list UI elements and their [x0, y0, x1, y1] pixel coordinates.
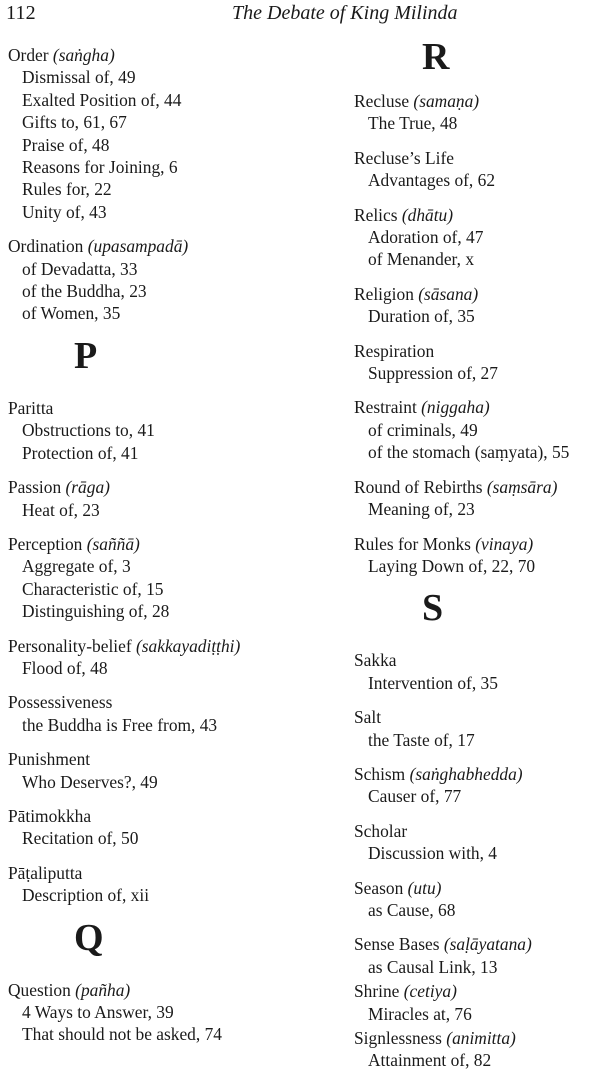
- entry-heading: [354, 1027, 600, 1049]
- pali-term: (sakkayadiṭṭhi): [135, 635, 241, 656]
- entry-term: Order: [8, 45, 53, 65]
- section-letter: Q: [74, 916, 104, 959]
- entry-heading: [8, 235, 308, 257]
- entry-term: Shrine: [354, 981, 404, 1002]
- entry-heading: [354, 706, 600, 728]
- subentry: Attainment of, 82: [368, 1050, 492, 1071]
- entry-term: Sense Bases: [354, 934, 444, 955]
- subentry: Laying Down of, 22, 70: [368, 555, 536, 576]
- subentry: Reasons for Joining, 6: [22, 157, 178, 178]
- index-entry: [354, 204, 600, 271]
- index-entry: [354, 706, 600, 751]
- entry-heading: [354, 283, 600, 305]
- subentry: Characteristic of, 15: [22, 578, 164, 599]
- index-entry: [354, 283, 600, 328]
- index-entry: [8, 862, 308, 907]
- entry-term: Punishment: [8, 749, 91, 770]
- subentry: of the stomach (saṃyata), 55: [368, 442, 570, 463]
- entry-heading: [354, 933, 600, 955]
- pali-term: (upasampadā): [87, 236, 189, 257]
- subentry: Miracles at, 76: [368, 1003, 472, 1024]
- entry-heading: [8, 44, 308, 66]
- entry-heading: [8, 805, 308, 827]
- entry-term: Restraint: [354, 397, 422, 418]
- entry-heading: [354, 147, 600, 169]
- index-entry: [354, 147, 600, 192]
- subentry: Suppression of, 27: [368, 363, 498, 384]
- index-entry: [354, 396, 600, 463]
- entry-heading: [354, 533, 600, 555]
- pali-term: (utu): [407, 877, 442, 898]
- index-column-right: [354, 36, 600, 1084]
- subentry: Advantages of, 62: [368, 170, 496, 191]
- pali-term: (vinaya): [475, 533, 534, 554]
- index-entry: [8, 748, 308, 793]
- entry-heading: [8, 533, 308, 555]
- index-entry: [354, 763, 600, 808]
- index-entry: [354, 90, 600, 135]
- subentry: Exalted Position of, 44: [22, 89, 182, 110]
- index-entry: [8, 805, 308, 850]
- entry-term: Recluse’s Life: [354, 147, 454, 168]
- subentry: of Devadatta, 33: [22, 258, 138, 279]
- section-letter: P: [74, 334, 98, 377]
- subentry: Adoration of, 47: [368, 227, 484, 248]
- entry-term: Schism: [354, 763, 410, 784]
- subentry: Recitation of, 50: [22, 828, 139, 849]
- entry-heading: [8, 748, 308, 770]
- subentry: Intervention of, 35: [368, 672, 498, 693]
- index-entry: [354, 649, 600, 694]
- index-entry: [354, 933, 600, 978]
- entry-heading: [354, 877, 600, 899]
- subentry: Discussion with, 4: [368, 843, 497, 864]
- subentry: Gifts to, 61, 67: [22, 112, 127, 133]
- subentry: of criminals, 49: [368, 419, 478, 440]
- index-entry: [354, 533, 600, 578]
- subentry: Unity of, 43: [22, 201, 107, 222]
- index-entry: [8, 476, 308, 521]
- entry-term: Ordination: [8, 236, 88, 257]
- index-entry: [354, 980, 600, 1025]
- entry-term: Signlessness: [354, 1028, 447, 1048]
- entry-term: Salt: [354, 707, 382, 728]
- subentry: Description of, xii: [22, 885, 150, 906]
- entry-heading: [8, 397, 308, 419]
- entry-term: Sakka: [354, 650, 397, 671]
- entry-heading: [354, 340, 600, 362]
- index-entry: [354, 340, 600, 385]
- pali-term: (saṅghabhedda): [409, 763, 523, 784]
- pali-term: (samaṇa): [413, 91, 480, 111]
- pali-term: (niggaha): [421, 397, 490, 418]
- subentry: Causer of, 77: [368, 786, 462, 807]
- subentry: Who Deserves?, 49: [22, 771, 158, 792]
- index-entry: [354, 1027, 600, 1072]
- entry-term: Possessiveness: [8, 692, 113, 713]
- entry-heading: [354, 204, 600, 226]
- entry-term: Season: [354, 877, 408, 898]
- subentry: That should not be asked, 74: [22, 1024, 222, 1045]
- entry-heading: [354, 90, 600, 112]
- entry-term: Pāṭaliputta: [8, 862, 83, 883]
- entry-term: Passion: [8, 477, 66, 498]
- subentry: the Taste of, 17: [368, 729, 475, 750]
- subentry: of the Buddha, 23: [22, 281, 147, 302]
- entry-term: Rules for Monks: [354, 533, 476, 554]
- entry-heading: [354, 649, 600, 671]
- entry-term: Pātimokkha: [8, 805, 92, 826]
- pali-term: (cetiya): [403, 981, 457, 1002]
- entry-heading: [8, 476, 308, 498]
- index-entry: [8, 979, 308, 1046]
- subentry: as Cause, 68: [368, 899, 456, 920]
- index-entry: [354, 476, 600, 521]
- entry-term: Relics: [354, 204, 402, 225]
- pali-term: (pañha): [75, 979, 131, 1000]
- entry-term: Personality-belief: [8, 635, 136, 656]
- running-head-title: The Debate of King Milinda: [232, 2, 458, 24]
- index-entry: [354, 820, 600, 865]
- subentry: Praise of, 48: [22, 134, 110, 155]
- entry-heading: [354, 980, 600, 1002]
- pali-term: (animitta): [446, 1028, 516, 1048]
- subentry: Rules for, 22: [22, 179, 112, 200]
- section-letter: R: [422, 36, 450, 78]
- entry-heading: [354, 396, 600, 418]
- subentry: as Causal Link, 13: [368, 956, 498, 977]
- subentry: Flood of, 48: [22, 657, 108, 678]
- entry-heading: [354, 763, 600, 785]
- index-entry: [8, 44, 308, 223]
- entry-heading: [8, 691, 308, 713]
- entry-term: Respiration: [354, 340, 435, 361]
- index-entry: [8, 235, 308, 325]
- subentry: Protection of, 41: [22, 442, 139, 463]
- index-entry: [8, 397, 308, 464]
- entry-heading: [354, 476, 600, 498]
- entry-term: Recluse: [354, 91, 414, 111]
- entry-heading: [354, 820, 600, 842]
- entry-term: Scholar: [354, 820, 408, 841]
- pali-term: (saṃsāra): [486, 476, 558, 497]
- subentry: Distinguishing of, 28: [22, 601, 170, 622]
- section-letter: S: [422, 587, 444, 630]
- entry-term: Round of Rebirths: [354, 476, 487, 497]
- pali-term: (saṅgha): [52, 45, 115, 65]
- pali-term: (rāga): [65, 477, 110, 498]
- subentry: The True, 48: [368, 113, 458, 134]
- entry-heading: [8, 635, 308, 657]
- index-entry: [354, 877, 600, 922]
- index-entry: [8, 635, 308, 680]
- entry-heading: [8, 979, 308, 1001]
- entry-term: Paritta: [8, 397, 54, 418]
- index-column-left: [8, 44, 308, 1058]
- subentry: Obstructions to, 41: [22, 420, 155, 441]
- entry-heading: [8, 862, 308, 884]
- index-entry: [8, 691, 308, 736]
- subentry: of Women, 35: [22, 303, 121, 324]
- subentry: Duration of, 35: [368, 306, 475, 327]
- index-entry: [8, 533, 308, 623]
- subentry: Dismissal of, 49: [22, 67, 136, 88]
- pali-term: (saññā): [86, 533, 140, 554]
- subentry: the Buddha is Free from, 43: [22, 714, 218, 735]
- pali-term: (saḷāyatana): [443, 934, 532, 955]
- entry-term: Perception: [8, 533, 87, 554]
- subentry: Aggregate of, 3: [22, 556, 131, 577]
- pali-term: (sāsana): [418, 283, 479, 304]
- page-number: 112: [6, 2, 36, 24]
- subentry: 4 Ways to Answer, 39: [22, 1002, 174, 1022]
- subentry: of Menander, x: [368, 249, 475, 270]
- subentry: Heat of, 23: [22, 499, 100, 520]
- entry-term: Question: [8, 979, 76, 1000]
- pali-term: (dhātu): [401, 204, 454, 225]
- entry-term: Religion: [354, 283, 419, 304]
- subentry: Meaning of, 23: [368, 499, 475, 520]
